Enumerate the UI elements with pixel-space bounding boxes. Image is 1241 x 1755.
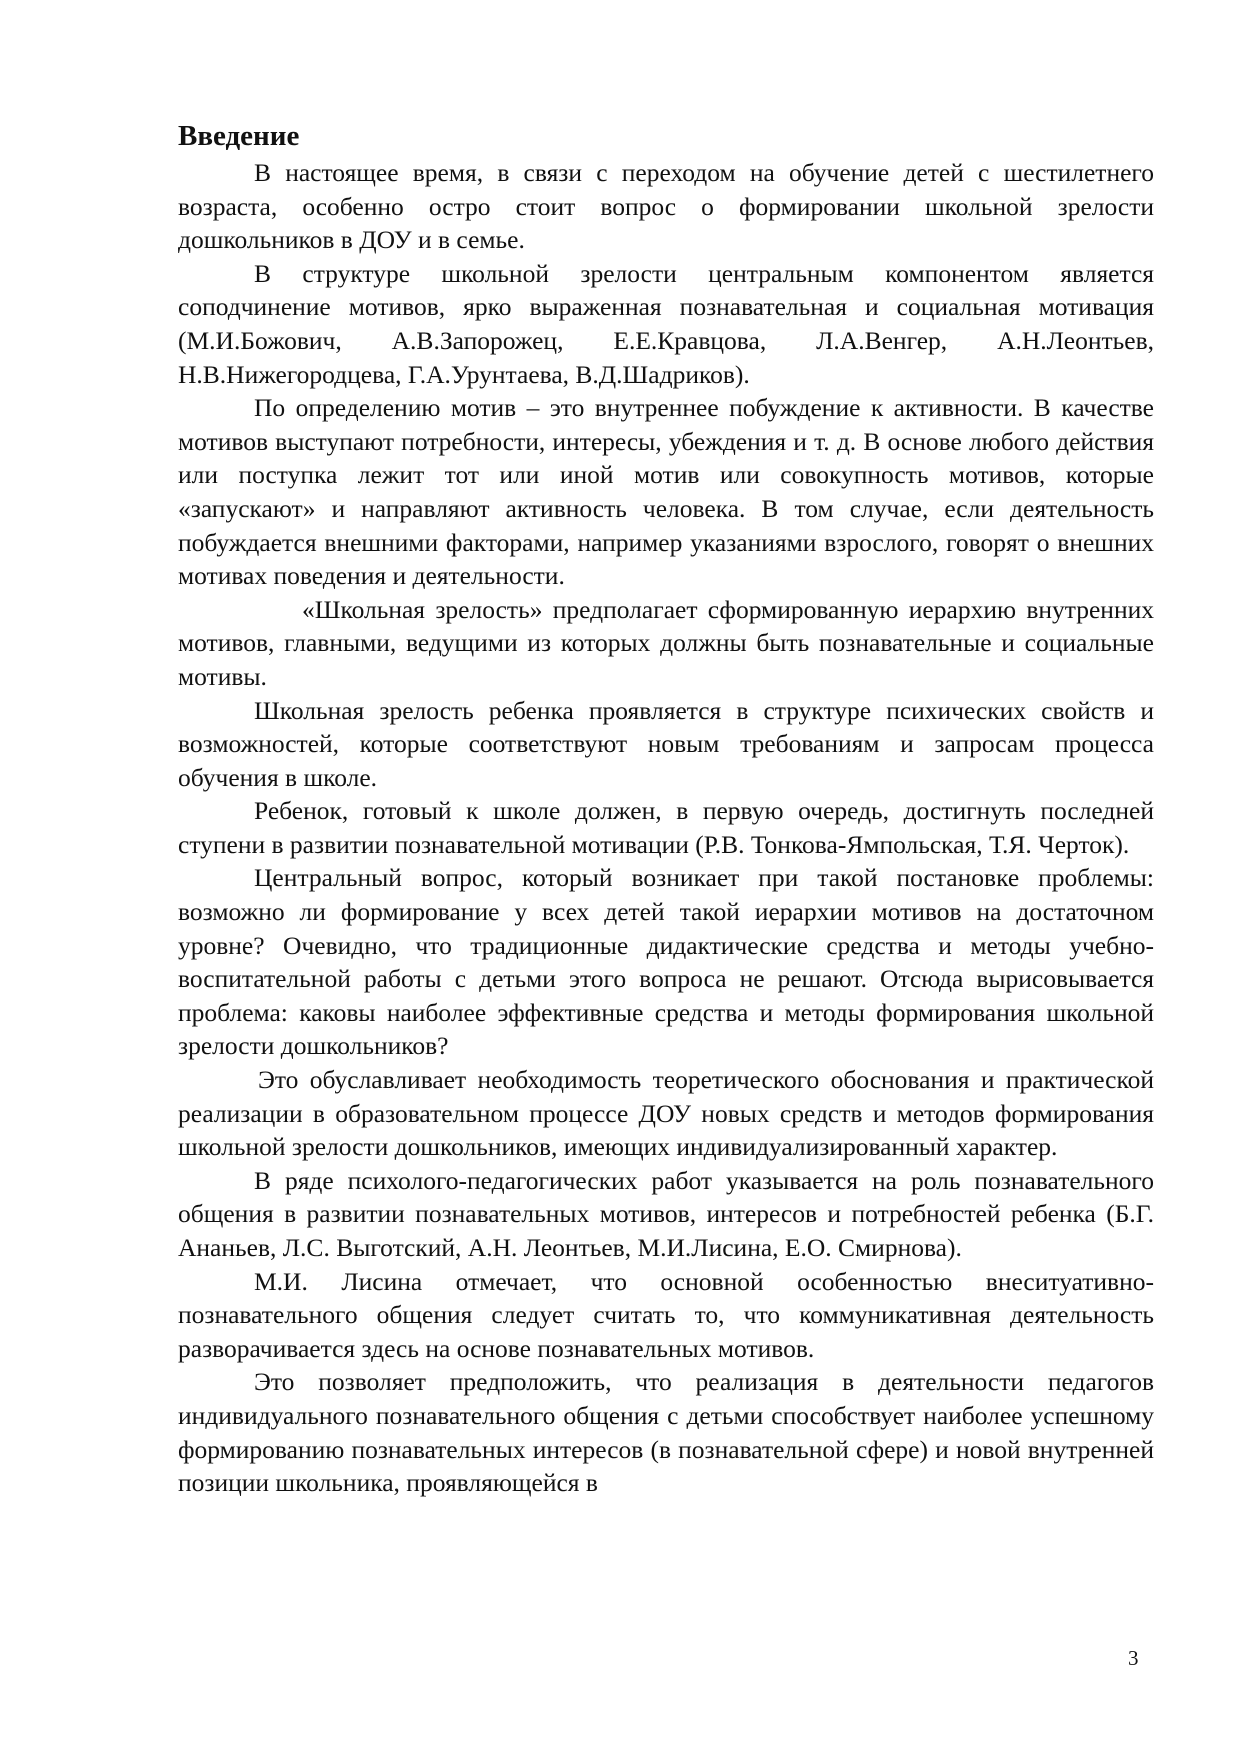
paragraph: Школьная зрелость ребенка проявляется в структуре психических свойств и возможностей, которые соответствуют новым требованиям и запросам процесса обучения в школе. — [178, 695, 1154, 792]
page-content — [178, 118, 1154, 1500]
paragraph: «Школьная зрелость» предполагает сформированную иерархию внутренних мотивов, главными, ведущими из которых должны быть познавательные и социальные мотивы. — [178, 594, 1154, 691]
page-number: 3 — [1128, 1646, 1139, 1670]
paragraph: По определению мотив – это внутреннее побуждение к активности. В качестве мотивов выступают потребности, интересы, убеждения и т. д. В основе любого действия или поступка лежит тот или иной мотив или совокупность мотивов, которые «запускают» и направляют активность человека. В том случае, если деятельность побуждается внешними факторами, например указаниями взрослого, говорят о внешних мотивах поведения и деятельности. — [178, 393, 1154, 591]
paragraph: Это позволяет предположить, что реализация в деятельности педагогов индивидуального познавательного общения с детьми способствует наиболее успешному формированию познавательных интересов (в познавательной сфере) и новой внутренней позиции школьника, проявляющейся в — [178, 1367, 1154, 1498]
paragraph: Это обуславливает необходимость теоретического обоснования и практической реализации в образовательном процессе ДОУ новых средств и методов формирования школьной зрелости дошкольников, имеющих индивидуализированный характер. — [178, 1065, 1154, 1162]
section-heading: Введение — [178, 120, 300, 152]
paragraph: В структуре школьной зрелости центральным компонентом является соподчинение мотивов, ярко выраженная познавательная и социальная мотивация (М.И.Божович, А.В.Запорожец, Е.Е.Кравцова, Л.А.Венгер, А.Н.Леонтьев, Н.В.Нижегородцева, Г.А.Урунтаева, В.Д.Шадриков). — [178, 258, 1154, 389]
paragraph: В настоящее время, в связи с переходом на обучение детей с шестилетнего возраста, особенно остро стоит вопрос о формировании школьной зрелости дошкольников в ДОУ и в семье. — [178, 158, 1154, 255]
paragraph: Центральный вопрос, который возникает при такой постановке проблемы: возможно ли формирование у всех детей такой иерархии мотивов на достаточном уровне? Очевидно, что традиционные дидактические средства и методы учебно-воспитательной работы с детьми этого вопроса не решают. Отсюда вырисовывается проблема: каковы наиболее эффективные средства и методы формирования школьной зрелости дошкольников? — [178, 863, 1154, 1061]
paragraph: Ребенок, готовый к школе должен, в первую очередь, достигнуть последней ступени в развитии познавательной мотивации (Р.В. Тонкова-Ямпольская, Т.Я. Черток). — [178, 796, 1154, 859]
paragraph: В ряде психолого-педагогических работ указывается на роль познавательного общения в развитии познавательных мотивов, интересов и потребностей ребенка (Б.Г. Ананьев, Л.С. Выготский, А.Н. Леонтьев, М.И.Лисина, Е.О. Смирнова). — [178, 1165, 1154, 1262]
paragraph: М.И. Лисина отмечает, что основной особенностью внеситуативно-познавательного общения следует считать то, что коммуникативная деятельность разворачивается здесь на основе познавательных мотивов. — [178, 1266, 1154, 1363]
